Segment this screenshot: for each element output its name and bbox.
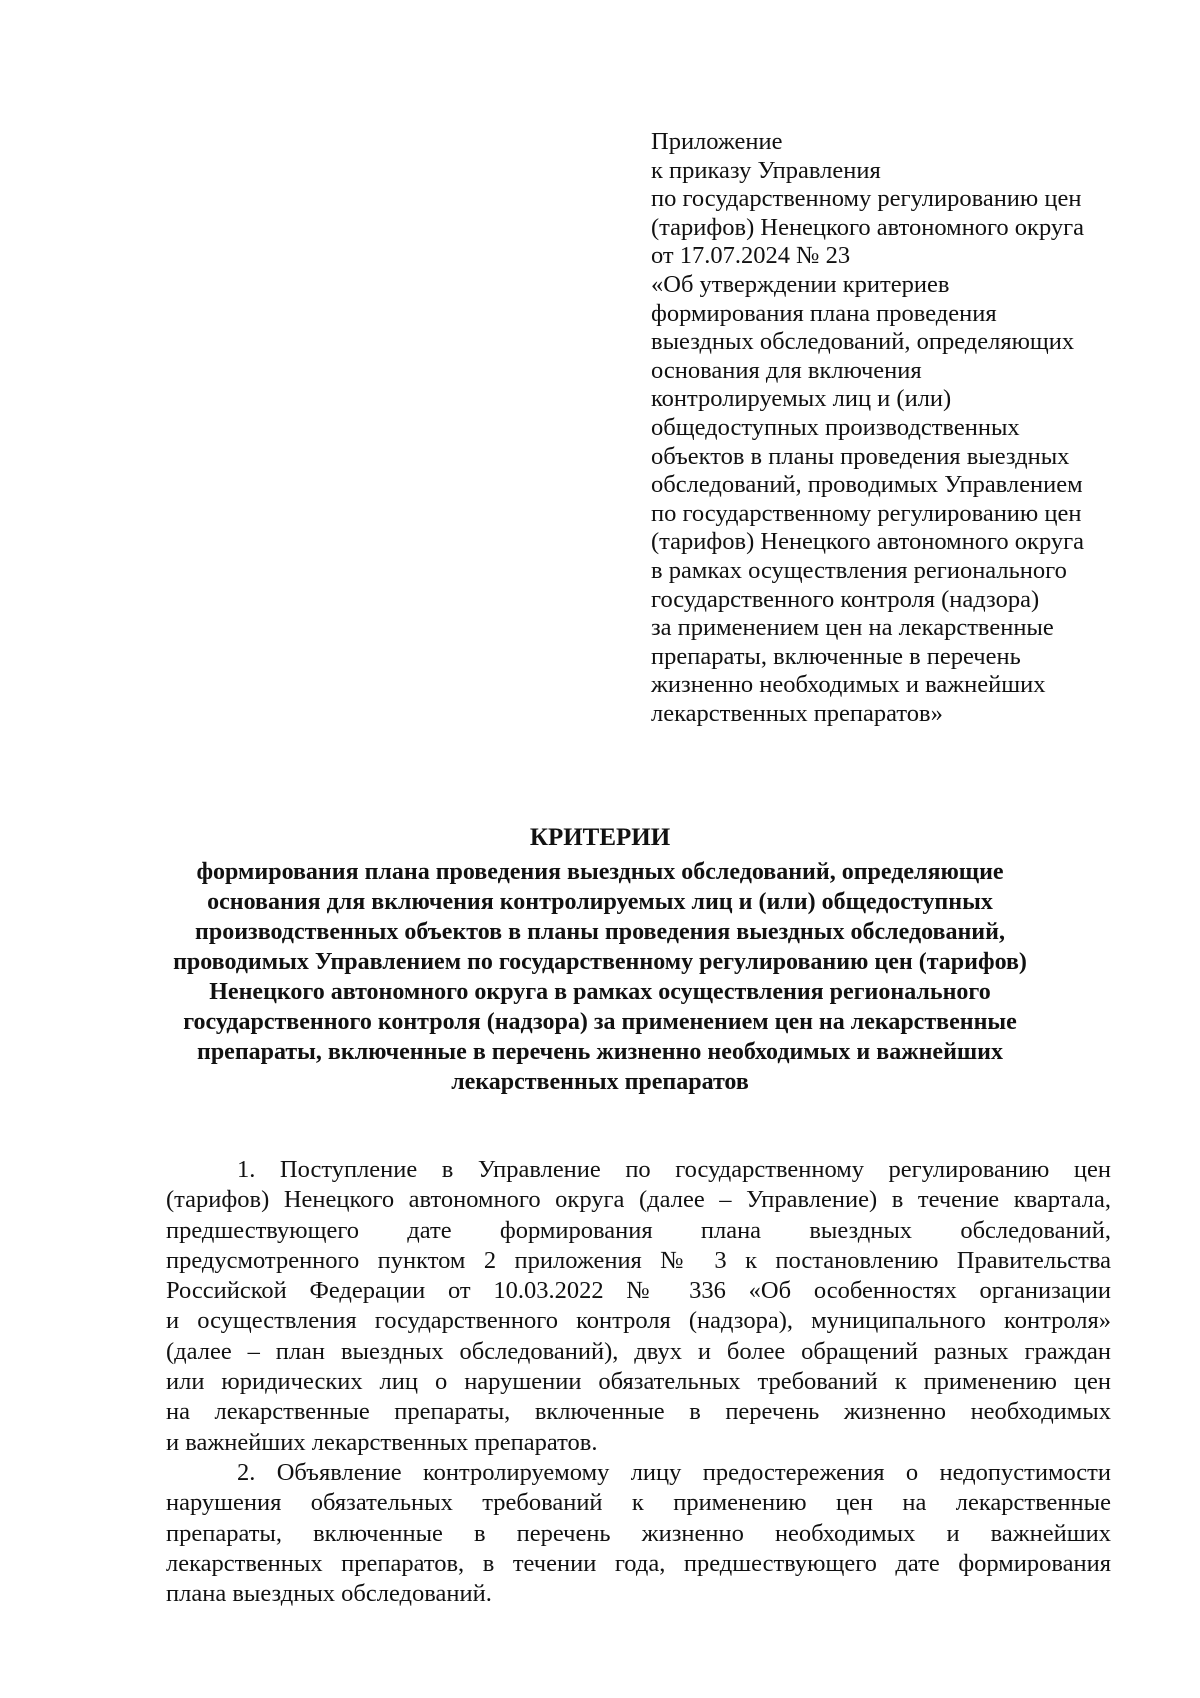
appendix-line: по государственному регулированию цен bbox=[651, 185, 1082, 213]
criterion-line: на лекарственные препараты, включенные в перечень жизненно необходимых bbox=[166, 1398, 1111, 1426]
appendix-line: основания для включения bbox=[651, 356, 922, 384]
appendix-line: лекарственных препаратов» bbox=[651, 699, 943, 727]
criterion-line: 1. Поступление в Управление по государственному регулированию цен bbox=[237, 1156, 1111, 1183]
appendix-line: «Об утверждении критериев bbox=[651, 270, 950, 298]
criterion-line: 2. Объявление контролируемому лицу предостережения о недопустимости bbox=[237, 1458, 1111, 1486]
criterion-line: нарушения обязательных требований к применению цен на лекарственные bbox=[166, 1489, 1111, 1517]
criterion-line: Российской Федерации от 10.03.2022 № 336 «Об особенностях организации bbox=[166, 1277, 1111, 1305]
appendix-line: жизненно необходимых и важнейших bbox=[651, 671, 1046, 699]
criterion-line: предусмотренного пунктом 2 приложения № 3 к постановлению Правительства bbox=[166, 1246, 1111, 1274]
appendix-line: от 17.07.2024 № 23 bbox=[651, 242, 851, 270]
criterion-line: и важнейших лекарственных препаратов. bbox=[166, 1428, 598, 1456]
document-subtitle-line: проводимых Управлением по государственному регулированию цен (тарифов) bbox=[173, 949, 1027, 975]
document-subtitle-line: государственного контроля (надзора) за применением цен на лекарственные bbox=[183, 1009, 1017, 1035]
document-subtitle-line: основания для включения контролируемых лиц и (или) общедоступных bbox=[207, 889, 993, 915]
document-subtitle-line: лекарственных препаратов bbox=[451, 1069, 749, 1095]
criterion-line: (тарифов) Ненецкого автономного округа (далее – Управление) в течение квартала, bbox=[166, 1186, 1111, 1214]
criteria-heading bbox=[150, 823, 1050, 1097]
appendix-line: за применением цен на лекарственные bbox=[651, 614, 1054, 642]
criteria-body bbox=[166, 1155, 1111, 1609]
criterion-line: и осуществления государственного контроля (надзора), муниципального контроля» bbox=[166, 1307, 1111, 1335]
criterion-line: (далее – план выездных обследований), двух и более обращений разных граждан bbox=[166, 1337, 1111, 1365]
appendix-line: (тарифов) Ненецкого автономного округа bbox=[651, 528, 1085, 556]
criterion-line: предшествующего дате формирования плана выездных обследований, bbox=[166, 1216, 1111, 1244]
appendix-line: в рамках осуществления регионального bbox=[651, 556, 1067, 584]
appendix-line: общедоступных производственных bbox=[651, 413, 1020, 441]
appendix-line: по государственному регулированию цен bbox=[651, 499, 1082, 527]
appendix-line: Приложение bbox=[651, 128, 783, 155]
criterion-line: лекарственных препаратов, в течении года, предшествующего дате формирования bbox=[166, 1549, 1111, 1577]
appendix-line: выездных обследований, определяющих bbox=[651, 328, 1075, 356]
appendix-line: препараты, включенные в перечень bbox=[651, 642, 1021, 670]
appendix-line: (тарифов) Ненецкого автономного округа bbox=[651, 213, 1085, 241]
appendix-block bbox=[651, 128, 1121, 728]
document-subtitle-line: формирования плана проведения выездных обследований, определяющие bbox=[196, 859, 1004, 885]
appendix-line: контролируемых лиц и (или) bbox=[651, 385, 952, 413]
appendix-line: государственного контроля (надзора) bbox=[651, 585, 1040, 613]
appendix-line: к приказу Управления bbox=[651, 156, 881, 184]
criterion-line: препараты, включенные в перечень жизненно необходимых и важнейших bbox=[166, 1519, 1111, 1547]
criterion-line: или юридических лиц о нарушении обязательных требований к применению цен bbox=[166, 1368, 1111, 1396]
appendix-line: объектов в планы проведения выездных bbox=[651, 442, 1070, 470]
criterion-1 bbox=[166, 1155, 1111, 1458]
criterion-2 bbox=[166, 1458, 1111, 1609]
document-title: КРИТЕРИИ bbox=[529, 824, 671, 851]
document-subtitle-line: производственных объектов в планы проведения выездных обследований, bbox=[195, 919, 1005, 945]
document-subtitle-line: Ненецкого автономного округа в рамках осуществления регионального bbox=[209, 979, 991, 1005]
document-subtitle-line: препараты, включенные в перечень жизненно необходимых и важнейших bbox=[197, 1039, 1003, 1065]
appendix-line: обследований, проводимых Управлением bbox=[651, 471, 1083, 499]
criterion-line: плана выездных обследований. bbox=[166, 1580, 492, 1608]
appendix-line: формирования плана проведения bbox=[651, 299, 997, 327]
